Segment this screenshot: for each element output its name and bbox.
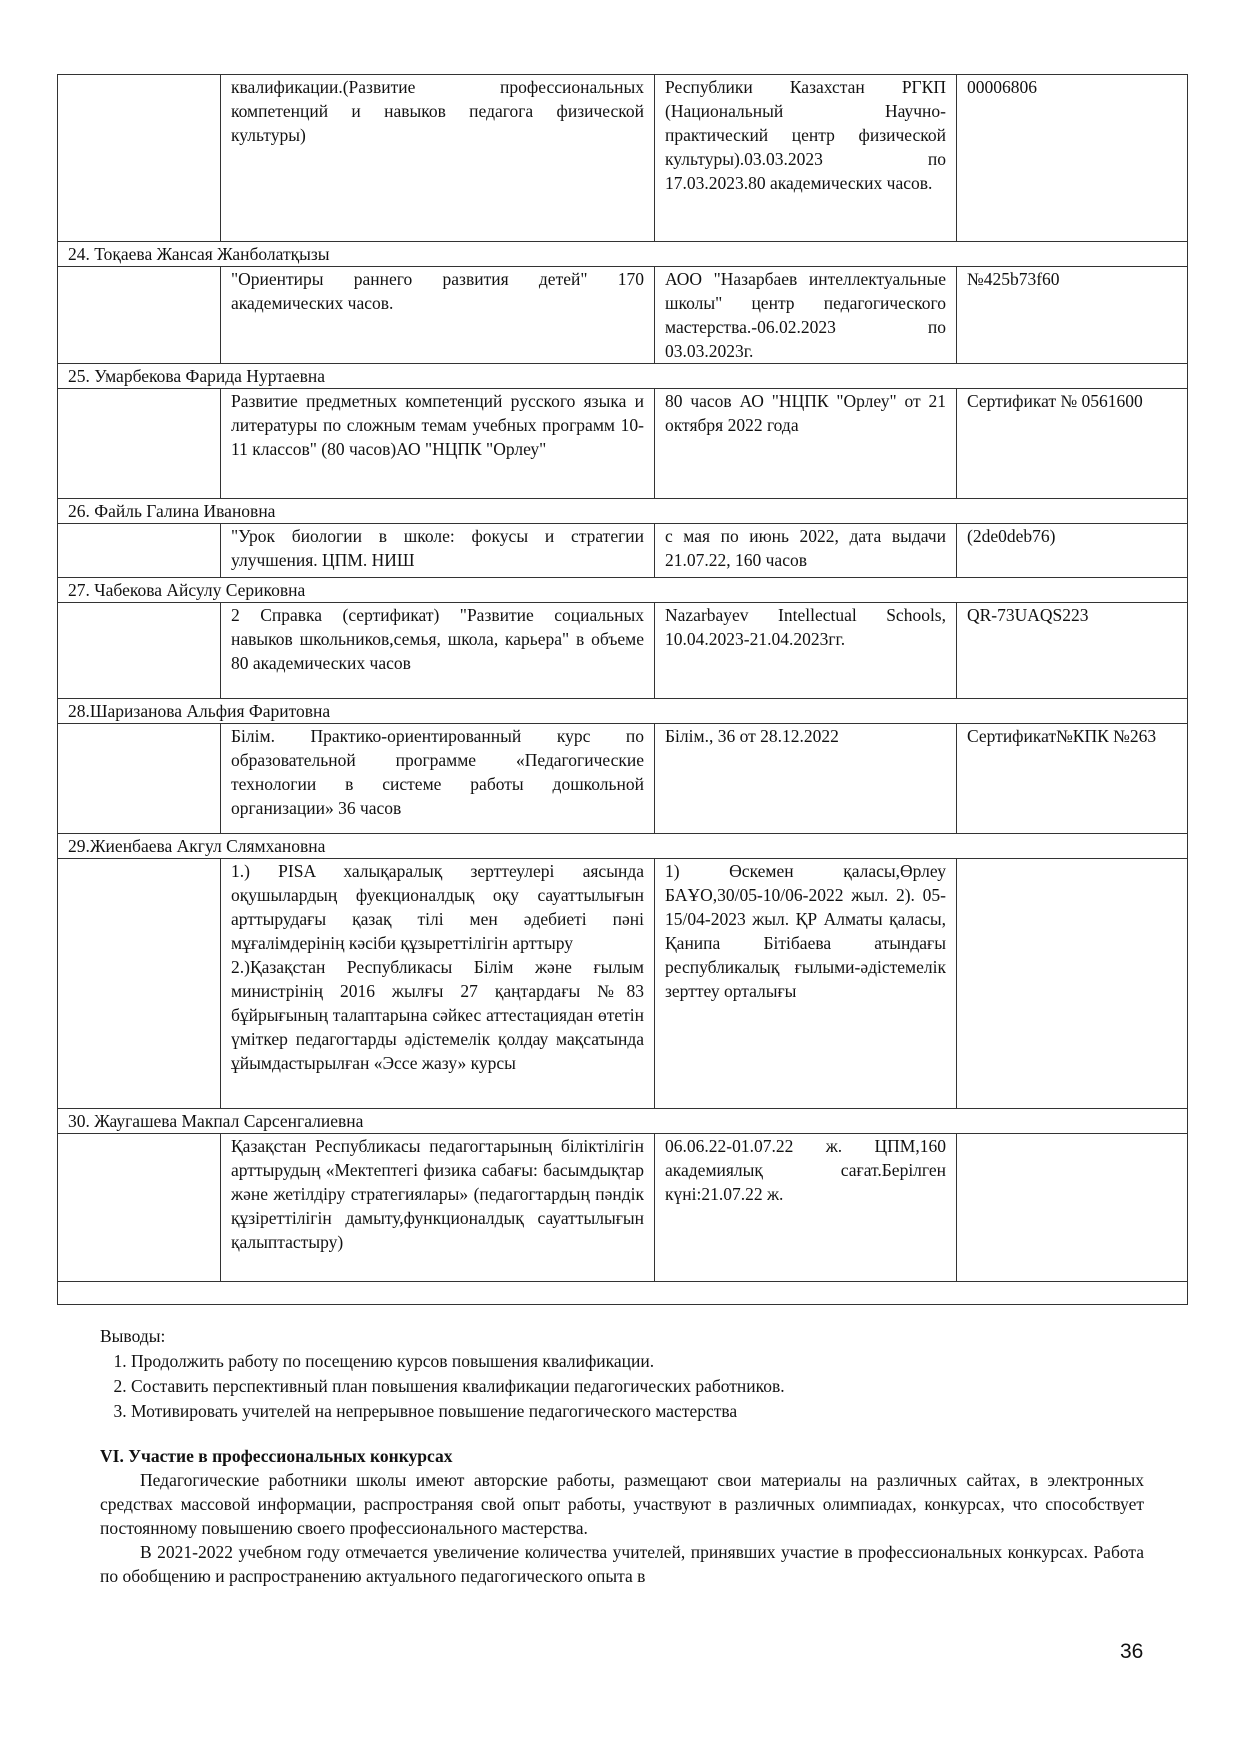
conclusions-list — [100, 1349, 1150, 1424]
empty-cell — [58, 1134, 221, 1282]
certificate-cell: Сертификат № 0561600 — [957, 389, 1188, 499]
empty-cell — [58, 75, 221, 242]
certificate-cell — [957, 1134, 1188, 1282]
provider-cell: АОО "Назарбаев интеллектуальные школы" центр педагогического мастерства.-06.02.2023 по 03.03.2023г. — [655, 267, 957, 364]
person-name: 25. Умарбекова Фарида Нуртаевна — [58, 364, 1188, 389]
conclusions-heading: Выводы: — [100, 1326, 166, 1346]
table-row — [58, 524, 1188, 578]
empty-cell — [58, 267, 221, 364]
provider-cell: с мая по июнь 2022, дата выдачи 21.07.22, 160 часов — [655, 524, 957, 578]
person-name: 24. Тоқаева Жансая Жанболатқызы — [58, 242, 1188, 267]
person-row — [58, 1109, 1188, 1134]
certificate-cell: (2de0deb76) — [957, 524, 1188, 578]
list-item: 3. Мотивировать учителей на непрерывное повышение педагогического мастерства — [131, 1399, 1150, 1424]
person-row — [58, 499, 1188, 524]
table-row — [58, 1134, 1188, 1282]
course-cell: Қазақстан Республикасы педагогтарының біліктілігін арттырудың «Мектептегі физика сабағы: басымдықтар және жетілдіру стратегиялары» (педагогтардың пәндік құзіреттілігін дамыту,функционалдық сауаттылығын қалыптастыру) — [221, 1134, 655, 1282]
person-row — [58, 242, 1188, 267]
certificate-cell: №425b73f60 — [957, 267, 1188, 364]
person-row — [58, 364, 1188, 389]
person-row — [58, 699, 1188, 724]
person-name: 29.Жиенбаева Акгул Слямхановна — [58, 834, 1188, 859]
course-cell: квалификации.(Развитие профессиональных компетенций и навыков педагога физической культуры) — [221, 75, 655, 242]
person-row — [58, 834, 1188, 859]
certificate-cell: QR-73UAQS223 — [957, 603, 1188, 699]
empty-cell — [58, 724, 221, 834]
provider-cell: Nazarbayev Intellectual Schools, 10.04.2023-21.04.2023гг. — [655, 603, 957, 699]
provider-cell: Республики Казахстан РГКП (Национальный Научно-практический центр физической культуры).03.03.2023 по 17.03.2023.80 академических часов. — [655, 75, 957, 242]
course-cell: Развитие предметных компетенций русского языка и литературы по сложным темам учебных программ 10-11 классов" (80 часов)АО "НЦПК "Орлеу" — [221, 389, 655, 499]
person-row — [58, 578, 1188, 603]
section-paragraph: Педагогические работники школы имеют авторские работы, размещают свои материалы на различных сайтах, в электронных средствах массовой информации, распространяя свой опыт работы, участвуют в различных олимпиадах, конкурсах, что способствует постоянному повышению своего профессионального мастерства. — [100, 1470, 1144, 1538]
empty-cell — [58, 603, 221, 699]
provider-cell: 06.06.22-01.07.22 ж. ЦПМ,160 академиялық сағат.Берілген күні:21.07.22 ж. — [655, 1134, 957, 1282]
table-row — [58, 75, 1188, 242]
table-row — [58, 267, 1188, 364]
course-cell: "Урок биологии в школе: фокусы и стратегии улучшения. ЦПМ. НИШ — [221, 524, 655, 578]
empty-row — [58, 1282, 1188, 1305]
course-cell: 1.) PISA халықаралық зерттеулері аясында оқушылардың фуекционалдық оқу сауаттылығын арттырудағы қазақ тілі мен әдебиеті пәні мұғалімдерінің кәсіби құзыреттілігін арттыру 2.)Қазақстан Республикасы Білім және ғылым министрінің 2016 жылғы 27 қаңтардағы №83 бұйрығының талаптарына сәйкес аттестациядан өтетін үміткер педагогтарды әдістемелік қолдау мақсатында ұйымдастырылған «Эссе жазу» курсы — [221, 859, 655, 1109]
provider-cell: Білім., 36 от 28.12.2022 — [655, 724, 957, 834]
person-name: 27. Чабекова Айсулу Сериковна — [58, 578, 1188, 603]
list-item: 2. Составить перспективный план повышения квалификации педагогических работников. — [131, 1374, 1150, 1399]
table-row — [58, 724, 1188, 834]
section-professional-contests — [100, 1444, 1144, 1588]
certificate-cell — [957, 859, 1188, 1109]
empty-cell — [58, 859, 221, 1109]
empty-cell — [58, 524, 221, 578]
person-name: 28.Шаризанова Альфия Фаритовна — [58, 699, 1188, 724]
list-item: 1. Продолжить работу по посещению курсов повышения квалификации. — [131, 1349, 1150, 1374]
certificate-cell: Сертификат№КПК №263 — [957, 724, 1188, 834]
person-name: 26. Файль Галина Ивановна — [58, 499, 1188, 524]
conclusions-block — [100, 1324, 1150, 1424]
section-paragraph: В 2021-2022 учебном году отмечается увеличение количества учителей, принявших участие в профессиональных конкурсах. Работа по обобщению и распространению актуального педагогического опыта в — [100, 1542, 1144, 1586]
table-row — [58, 859, 1188, 1109]
certificate-cell: 00006806 — [957, 75, 1188, 242]
course-cell: Білім. Практико-ориентированный курс по образовательной программе «Педагогические технологии в системе работы дошкольной организации» 36 часов — [221, 724, 655, 834]
courses-table — [57, 74, 1188, 1305]
course-cell: "Ориентиры раннего развития детей" 170 академических часов. — [221, 267, 655, 364]
table-row — [58, 389, 1188, 499]
provider-cell: 1) Өскемен қаласы,Өрлеу БАҰО,30/05-10/06-2022 жыл. 2). 05-15/04-2023 жыл. ҚР Алматы қаласы, Қанипа Бітібаева атындағы республикалық ғылыми-әдістемелік зерттеу орталығы — [655, 859, 957, 1109]
section-title: VI. Участие в профессиональных конкурсах — [100, 1446, 453, 1466]
course-cell: 2 Справка (сертификат) "Развитие социальных навыков школьников,семья, школа, карьера" в объеме 80 академических часов — [221, 603, 655, 699]
person-name: 30. Жаугашева Макпал Сарсенгалиевна — [58, 1109, 1188, 1134]
empty-cell — [58, 1282, 1188, 1305]
table-row — [58, 603, 1188, 699]
provider-cell: 80 часов АО "НЦПК "Орлеу" от 21 октября 2022 года — [655, 389, 957, 499]
page-number: 36 — [1120, 1640, 1144, 1663]
empty-cell — [58, 389, 221, 499]
